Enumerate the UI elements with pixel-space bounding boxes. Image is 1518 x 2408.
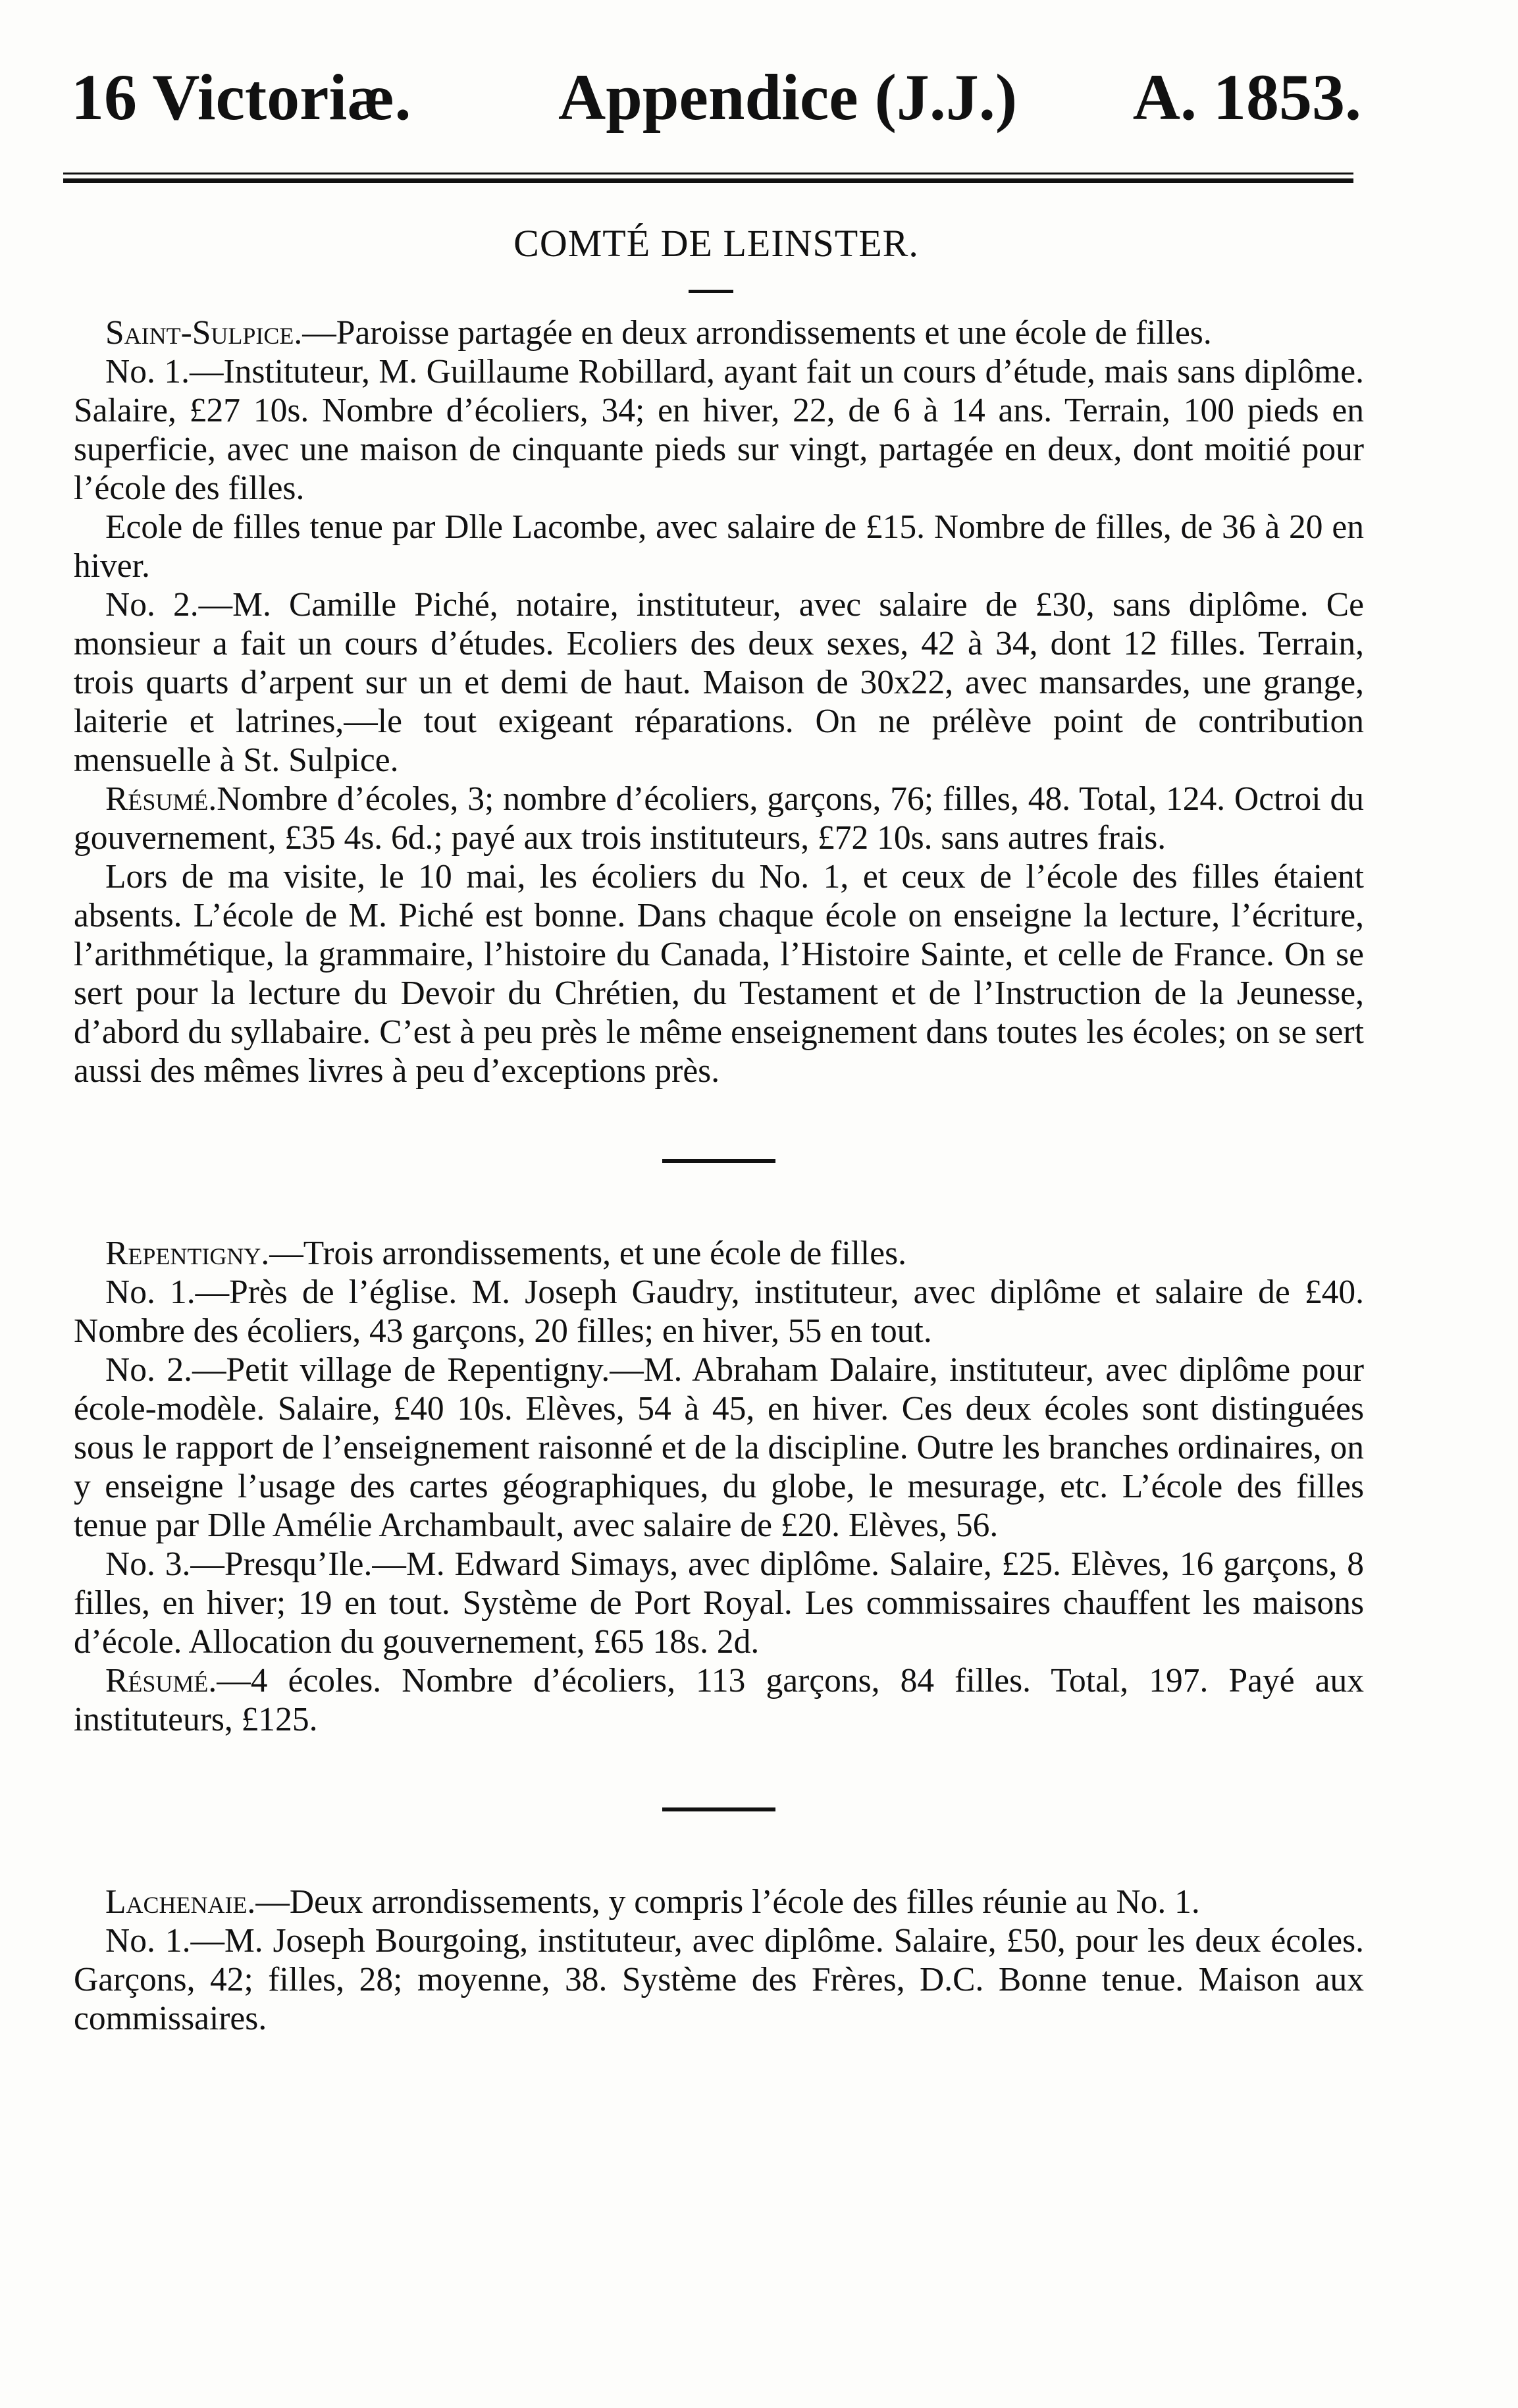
paragraph: No. 1.—Instituteur, M. Guillaume Robillard, ayant fait un cours d’étude, mais sans diplôme. Salaire, £27 10s. Nombre d’écoliers, 34; en hiver, 22, de 6 à 14 ans. Terrain, 100 pieds en superficie, avec une maison de cinquante pieds sur vingt, partagée en deux, dont moitié pour l’école des filles. [74, 353, 1364, 507]
body-text [74, 313, 1364, 2038]
paragraph: No. 2.—M. Camille Piché, notaire, instituteur, avec salaire de £30, sans diplôme. Ce monsieur a fait un cours d’études. Ecoliers des deux sexes, 42 à 34, dont 12 filles. Terrain, trois quarts d’arpent sur un et demi de haut. Maison de 30x22, avec mansardes, une grange, laiterie et latrines,—le tout exigeant réparations. On ne prélève point de contribution mensuelle à St. Sulpice. [74, 586, 1364, 779]
paragraph: No. 1.—Près de l’église. M. Joseph Gaudry, instituteur, avec diplôme et salaire de £40. Nombre des écoliers, 43 garçons, 20 filles; en hiver, 55 en tout. [74, 1273, 1364, 1350]
title-dash [689, 290, 733, 293]
parish-heading-paragraph: Saint-Sulpice.—Paroisse partagée en deux arrondissements et une école de filles. [105, 314, 1212, 352]
header-regnal-year: 16 Victoriæ. [71, 61, 411, 134]
parish-name: Repentigny. [105, 1235, 270, 1272]
county-title: COMTÉ DE LEINSTER. [513, 222, 919, 265]
section-separator [662, 1807, 775, 1811]
paragraph: No. 2.—Petit village de Repentigny.—M. Abraham Dalaire, instituteur, avec diplôme pour école-modèle. Salaire, £40 10s. Elèves, 54 à 45, en hiver. Ces deux écoles sont distinguées sous le rapport de l’enseignement raisonné et de la discipline. Outre les branches ordinaires, on y enseigne l’usage des cartes géographiques, du globe, le mesurage, etc. L’école des filles tenue par Dlle Amélie Archambault, avec salaire de £20. Elèves, 56. [74, 1351, 1364, 1544]
resume-label: Résumé. [105, 780, 217, 818]
header-rule [63, 173, 1353, 183]
parish-name: Lachenaie. [105, 1883, 256, 1921]
resume-paragraph: Résumé.Nombre d’écoles, 3; nombre d’écoliers, garçons, 76; filles, 48. Total, 124. Octroi du gouvernement, £35 4s. 6d.; payé aux trois instituteurs, £72 10s. sans autres frais. [74, 780, 1364, 857]
paragraph: Lors de ma visite, le 10 mai, les écoliers du No. 1, et ceux de l’école des filles étaient absents. L’école de M. Piché est bonne. Dans chaque école on enseigne la lecture, l’écriture, l’arithmétique, la grammaire, l’histoire du Canada, l’Histoire Sainte, et celle de France. On se sert pour la lecture du Devoir du Chrétien, du Testament et de l’Instruction de la Jeunesse, d’abord du syllabaire. C’est à peu près le même enseignement dans toutes les écoles; on se sert aussi des mêmes livres à peu d’exceptions près. [74, 858, 1364, 1090]
header-appendix: Appendice (J.J.) [558, 61, 1018, 134]
paragraph: Ecole de filles tenue par Dlle Lacombe, avec salaire de £15. Nombre de filles, de 36 à 20 en hiver. [74, 508, 1364, 585]
section-separator [662, 1159, 775, 1163]
resume-label: Résumé. [105, 1662, 217, 1699]
parish-heading-paragraph: Lachenaie.—Deux arrondissements, y compris l’école des filles réunie au No. 1. [105, 1883, 1200, 1921]
resume-paragraph: Résumé.—4 écoles. Nombre d’écoliers, 113 garçons, 84 filles. Total, 197. Payé aux instituteurs, £125. [74, 1662, 1364, 1738]
header-year: A. 1853. [1132, 61, 1361, 134]
paragraph: No. 1.—M. Joseph Bourgoing, instituteur, avec diplôme. Salaire, £50, pour les deux écoles. Garçons, 42; filles, 28; moyenne, 38. Système des Frères, D.C. Bonne tenue. Maison aux commissaires. [74, 1922, 1364, 2037]
parish-heading-paragraph: Repentigny.—Trois arrondissements, et une école de filles. [105, 1235, 907, 1272]
paragraph: No. 3.—Presqu’Ile.—M. Edward Simays, avec diplôme. Salaire, £25. Elèves, 16 garçons, 8 filles, en hiver; 19 en tout. Système de Port Royal. Les commissaires chauffent les maisons d’école. Allocation du gouvernement, £65 18s. 2d. [74, 1545, 1364, 1661]
parish-name: Saint-Sulpice. [105, 314, 303, 352]
running-header [71, 58, 1361, 137]
